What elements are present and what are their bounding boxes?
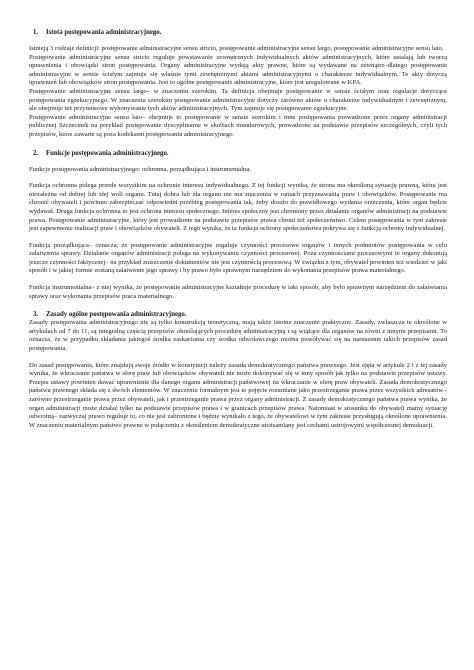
- section-heading-2: [29, 149, 447, 158]
- paragraph: Funkcja porządkująca– oznacza, że postępowanie administracyjne reguluje czynności procesowe organów i innych podmiotów postępowania w celu załatwienia sprawy. Działanie organów administracji polega na wykonywaniu czynności procesowej. Poza czynnościami procesowymi te organy dokonują jeszcze czynności faktycznej– na przykład zniszczenie dokumentów nie jest czynnością procesową. W związku z tym, obywatel powinien też wiedzieć w jaki sposób i w jakiej formie zostaną załatwione jego sprawy i by prawo było sprawnym narzędziem do wykonania przepisów prawa materialnego.: [29, 241, 447, 275]
- section-heading-3: [29, 310, 447, 319]
- section-heading-1: [29, 28, 447, 37]
- paragraph: Istnieją 3 rodzaje definicji: postępowanie administracyjne sensu stricto, postępowanie administracyjne sensu largo, postępowanie administracyjne sensu lato.: [29, 45, 444, 52]
- section-title: Istota postępowania administracyjnego.: [46, 29, 162, 36]
- paragraph: Postępowanie administracyjne sensu largo– w znaczeniu szerokim. Ta definicja obejmuje postępowanie w sensie ścisłym oraz regulacje dotyczące postępowania egzekucyjnego. W znaczeniu szerokim postępowanie administracyjne dotyczy zarówno aktów o charakterze indywidualnym i zewnętrznym, ale obejmuje też przymusowe wykonywanie tych aktów administracyjnych. Tym zajmuje się postępowanie egzekucyjne.: [29, 87, 447, 113]
- paragraph: Postępowanie administracyjne sensu lato– obejmuje to postępowanie w sensie szerokim i inne postępowania prowadzone przez organy administracji publicznej Szczecinek na przykład postępowanie dyscyplinarne w służbach mundurowych, prowadzone na podstawie przepisów szczególnych, czyli tych przepisów, które zawarte są poza kodeksem postępowania administracyjnego.: [29, 113, 447, 138]
- paragraph: Funkcje postępowania administracyjnego: ochronna, porządkująca i instrumentalna.: [29, 165, 251, 173]
- section-number: 1.: [33, 29, 39, 36]
- section-title: Zasady ogólne postępowania administracyjnego.: [46, 311, 187, 319]
- section-number: 3.: [33, 311, 39, 319]
- paragraph: Do zasad postępowania, które znajdują swoje źródło w konstytucji należy zasada demokratycznego państwa prawnego. Jest ujęta w artykule 2 i z tej zasady wynika, że wkraczanie państwa w sferę praw lub obowiązków obywateli nie może dokonywać się w inny sposób jak tylko na podstawie przepisów ustawy. Przepis ustawy powinien dawać uprawnienie dla danego organu administracji państwowej na wkraczanie w sferę praw obywateli. Zasada demokratycznego państwa prawnego składa się z dwóch elementów. W znaczeniu formalnym jest to pojęcie rozumiane jako przestrzeganie prawa przez wszystkich adresatów - zarówno przestrzeganie prawa przez obywateli, jak i przestrzeganie prawa przez organy administracji. Z zasady demokratycznego państwa prawa wynika, że organ administracji może działać tylko na podstawie przepisów prawa i w granicach przepisów prawa. Natomiast w stosunku do obywateli mamy sytuację odwrotną– zazwyczaj prawo reguluje to, co nie jest zabronione i będzie wynikało z tego, że obywatelowi w tym zakresie przysługują określone uprawnienia. W znaczeniu materialnym państwo prawne w połączeniu z określeniem demokratyczne utożsamiany jest cechami ustrojowymi współczesnej demokracji.: [29, 361, 447, 429]
- paragraph: Zasady postępowania administracyjnego nie są tylko konstrukcją teoretyczną, mają także istotne znaczenie praktyczne. Zasady, zwłaszcza te określone w artykułach od 7 do 11, są integralną częścią przepisów określających procedurę administracyjną i są wiążące dla organów na równi z innymi przepisami. To oznacza, że w przypadku składania jakiegoś środka zaskarżania czy środka odwoławczego można powoływać się na naruszenie takich przepisów zasad postępowania.: [29, 319, 447, 353]
- paragraph: Funkcja ochronna polega przede wszystkim na ochronie interesu indywidualnego. Z tej funkcji wynika, że strona ma określoną sytuację prawną, która jest niezależna od dobrej lub złej woli organu. Tutaj dobra lub zła organu nie ma znaczenia w ramach przyznawania praw i obowiązków. Postępowanie ma chronić obywateli i powinno zabezpieczać odpowiedni przebieg postępowania tak, żeby doszło do prawidłowego wydania orzeczenia, które organ będzie wydawał. Druga funkcja ochronna to jest ochrona interesu społecznego. Interes społeczny jest chroniony przez działanie organów administracji na podstawie prawa. Postępowanie administracyjne, który jest prowadzone na podstawie przepisów prawa chroni też społeczeństwo. Celem postępowania w tym zakresie jest zapewnienie realizacji praw i obowiązków obywateli. Z tego wynika, że ta funkcja ochrony społeczeństwa pokrywa się z funkcją ochrony indywidualnej.: [29, 182, 447, 233]
- section-title: Funkcje postępowania administracyjnego.: [46, 149, 169, 157]
- section-number: 2.: [33, 149, 39, 157]
- paragraph: Funkcja instrumentalna– z niej wynika, że postępowanie administracyjne kształtuje procedurę w taki sposób, aby było sprawnym narzędziem do załatwiania sprawy oraz wykonania przepisów praca materialnego.: [29, 284, 447, 300]
- document-content: [29, 28, 447, 430]
- paragraph: Postępowanie administracyjne sensu stricto reguluje powstawanie zewnętrznych indywidualnych aktów administracyjnych, które ustalają lub tworzą uprawnienia i obowiązki stron postępowania. Organy administracyjne wydają akty prawne, które są wydawane na zewnątrz–dlatego postępowanie administracyjne w sensie ścisłym zajmuje się właśnie tymi zewnętrznymi aktami administracyjnymi o charakterze indywidualnym. Te akty dotyczą uprawnień lub obowiązków stron postępowania. Jest to ogólne postępowanie administracyjne, które jest uregulowane w KPA.: [29, 53, 447, 87]
